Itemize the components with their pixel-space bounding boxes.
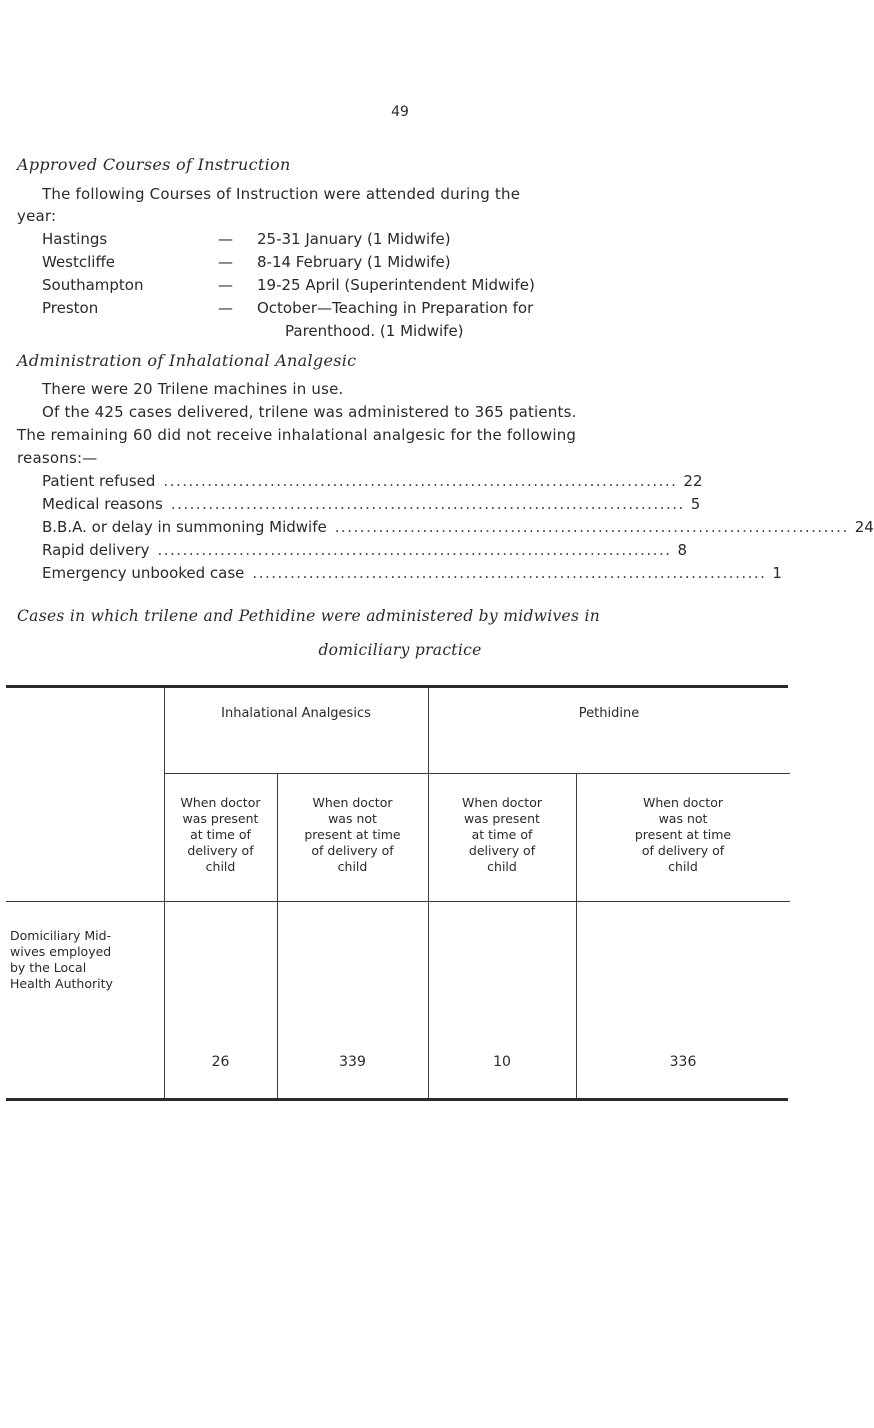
course-detail: 8-14 February (1 Midwife) xyxy=(257,253,451,271)
reason-count: 24 xyxy=(854,518,874,536)
analgesic-para2-line1: Of the 425 cases delivered, trilene was administered to 365 patients. xyxy=(42,403,577,421)
course-detail-continued: Parenthood. (1 Midwife) xyxy=(285,322,464,340)
reason-count: 8 xyxy=(677,541,688,559)
header-line: of delivery of xyxy=(311,843,394,858)
header-line: present at time xyxy=(304,827,401,842)
reason-count: 1 xyxy=(772,564,782,582)
courses-intro-line1 xyxy=(42,185,787,203)
column-divider xyxy=(428,688,429,1098)
row-label xyxy=(10,928,160,992)
analgesic-heading: Administration of Inhalational Analgesic xyxy=(17,351,357,370)
leader-dots: .................................................................................. xyxy=(334,518,849,536)
course-place: Southampton xyxy=(42,276,144,294)
header-line: was not xyxy=(658,811,708,826)
header-line: When doctor xyxy=(180,795,261,810)
course-dash: — xyxy=(218,299,233,317)
course-place: Westcliffe xyxy=(42,253,116,271)
reason-label: Rapid delivery xyxy=(42,541,150,559)
header-line: was present xyxy=(182,811,259,826)
reason-row xyxy=(42,541,688,559)
row-label-line: wives employed xyxy=(10,944,112,959)
course-detail: October—Teaching in Preparation for xyxy=(257,299,534,317)
course-dash: — xyxy=(218,230,233,248)
header-line: at time of xyxy=(471,827,533,842)
leader-dots: .................................................................................. xyxy=(163,472,678,490)
course-dash: — xyxy=(218,276,233,294)
header-line: was present xyxy=(464,811,540,826)
table-title-line2: domiciliary practice xyxy=(318,641,482,659)
courses-heading: Approved Courses of Instruction xyxy=(17,155,291,174)
table-cell: 10 xyxy=(493,1054,511,1070)
table-top-rule xyxy=(6,685,788,688)
column-header xyxy=(164,795,277,875)
row-label-line: by the Local xyxy=(10,960,87,975)
header-line: When doctor xyxy=(461,795,542,810)
header-line: child xyxy=(668,859,698,874)
table-cell: 336 xyxy=(669,1054,697,1070)
header-line: child xyxy=(487,859,517,874)
reason-label: Emergency unbooked case xyxy=(42,564,245,582)
column-header xyxy=(576,795,790,875)
analgesic-para1: There were 20 Trilene machines in use. xyxy=(42,380,344,398)
group-header-pethidine: Pethidine xyxy=(578,706,640,721)
page-number: 49 xyxy=(391,104,409,120)
course-place: Preston xyxy=(42,299,99,317)
column-header xyxy=(428,795,576,875)
column-divider xyxy=(164,688,165,1098)
course-detail: 19-25 April (Superintendent Midwife) xyxy=(257,276,535,294)
header-line: child xyxy=(337,859,368,874)
reason-row xyxy=(42,564,782,582)
column-header xyxy=(277,795,428,875)
leader-dots: .................................................................................. xyxy=(170,495,685,513)
header-line: delivery of xyxy=(468,843,536,858)
reason-count: 22 xyxy=(683,472,703,490)
reason-count: 5 xyxy=(690,495,701,513)
course-dash: — xyxy=(218,253,233,271)
leader-dots: .................................................................................. xyxy=(252,564,767,582)
analgesic-para2-line2: The remaining 60 did not receive inhalational analgesic for the following xyxy=(17,426,577,444)
table-cell: 26 xyxy=(211,1054,230,1070)
header-line: When doctor xyxy=(642,795,723,810)
row-label-line: Domiciliary Mid- xyxy=(10,928,112,943)
header-line: present at time xyxy=(634,827,732,842)
body-rule xyxy=(6,901,790,902)
reason-row xyxy=(42,472,703,490)
leader-dots: .................................................................................. xyxy=(157,541,672,559)
table-bottom-rule xyxy=(6,1098,788,1101)
reason-label: Medical reasons xyxy=(42,495,163,513)
course-place: Hastings xyxy=(42,230,108,248)
header-line: at time of xyxy=(190,827,251,842)
header-line: of delivery of xyxy=(641,843,725,858)
header-line: child xyxy=(205,859,236,874)
reason-label: B.B.A. or delay in summoning Midwife xyxy=(42,518,327,536)
group-header-inhalational: Inhalational Analgesics xyxy=(221,706,371,721)
analgesic-para2-line3: reasons:— xyxy=(17,449,98,467)
reason-row xyxy=(42,518,874,536)
table-cell: 339 xyxy=(339,1054,366,1070)
table-title-line1: Cases in which trilene and Pethidine were administered by midwives in xyxy=(17,607,601,625)
row-label-line: Health Authority xyxy=(10,976,113,991)
courses-intro-line2: year: xyxy=(17,207,57,225)
header-rule xyxy=(164,773,790,774)
header-line: When doctor xyxy=(312,795,393,810)
courses-intro-text: The following Courses of Instruction were attended during the xyxy=(42,185,521,203)
reason-label: Patient refused xyxy=(42,472,156,490)
header-line: delivery of xyxy=(187,843,254,858)
course-detail: 25-31 January (1 Midwife) xyxy=(257,230,451,248)
reason-row xyxy=(42,495,701,513)
header-line: was not xyxy=(328,811,377,826)
